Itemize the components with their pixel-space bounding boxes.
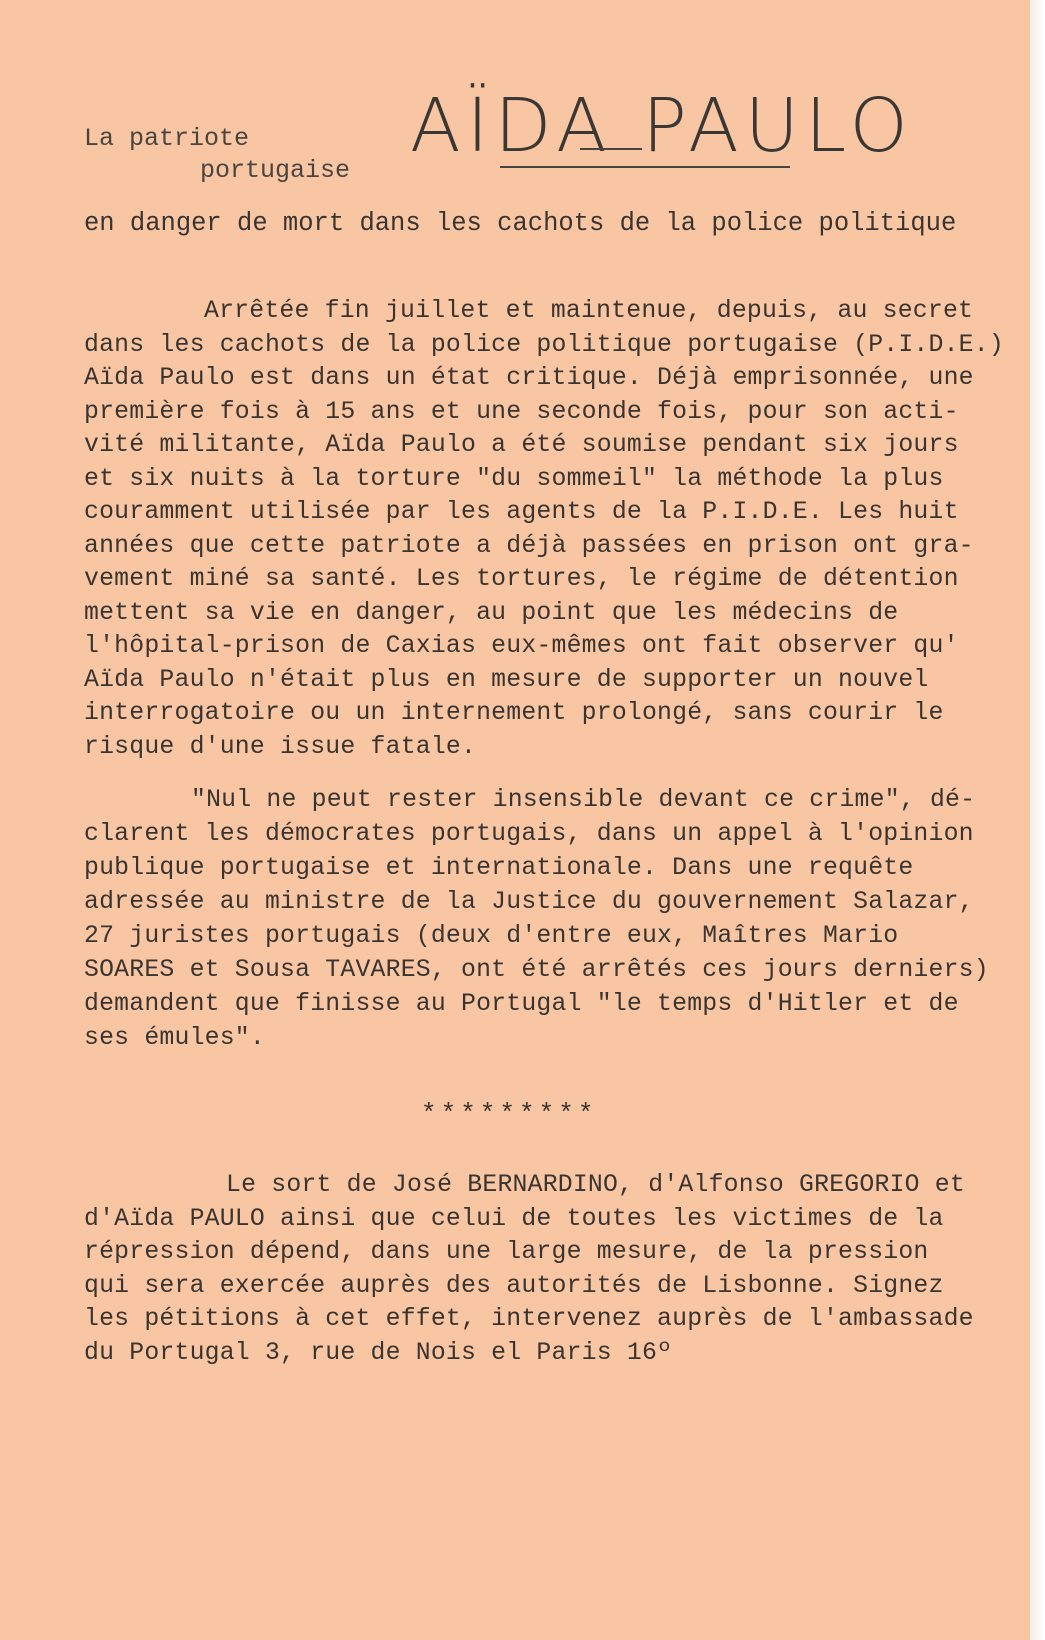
subtitle-line-2: portugaise: [200, 156, 351, 185]
subtitle-line-1: La patriote: [84, 124, 250, 153]
page-title: AÏDA PAULO: [410, 83, 914, 169]
paragraph-appeal: "Nul ne peut rester insensible devant ce crime", dé- clarent les démocrates portugais, dans un appel à l'opinion publique portugaise et internationale. Dans une requête adressée au ministre de la Justice du gouvernement Salazar, 27 juristes portugais (deux d'entre eux, Maîtres Mario SOARES et Sousa TAVARES, ont été arrêtés ces jours derniers) demandent que finisse au Portugal "le temps d'Hitler et de ses émules".: [84, 786, 989, 1052]
paragraph-call-to-action: Le sort de José BERNARDINO, d'Alfonso GREGORIO et d'Aïda PAULO ainsi que celui de toutes les victimes de la répression dépend, dans une large mesure, de la pression qui sera exercée auprès des autorités de Lisbonne. Signez les pétitions à cet effet, intervenez auprès de l'ambassade du Portugal 3, rue de Nois el Paris 16º: [84, 1171, 974, 1367]
separator-stars: *********: [421, 1099, 598, 1129]
title-underline-short: [580, 148, 642, 150]
page-edge: [1030, 0, 1045, 1640]
title-underline: [500, 166, 790, 168]
headline: en danger de mort dans les cachots de la police politique: [84, 209, 957, 238]
paragraph-arrest: Arrêtée fin juillet et maintenue, depuis, au secret dans les cachots de la police politique portugaise (P.I.D.E.) Aïda Paulo est dans un état critique. Déjà emprisonnée, une première fois à 15 ans et une seconde fois, pour son acti- vité militante, Aïda Paulo a été soumise pendant six jours et six nuits à la torture "du sommeil" la méthode la plus couramment utilisée par les agents de la P.I.D.E. Les huit années que cette patriote a déjà passées en prison ont gra- vement miné sa santé. Les tortures, le régime de détention mettent sa vie en danger, au point que les médecins de l'hôpital-prison de Caxias eux-mêmes ont fait observer qu' Aïda Paulo n'était plus en mesure de supporter un nouvel interrogatoire ou un internement prolongé, sans courir le risque d'une issue fatale.: [84, 297, 1004, 761]
